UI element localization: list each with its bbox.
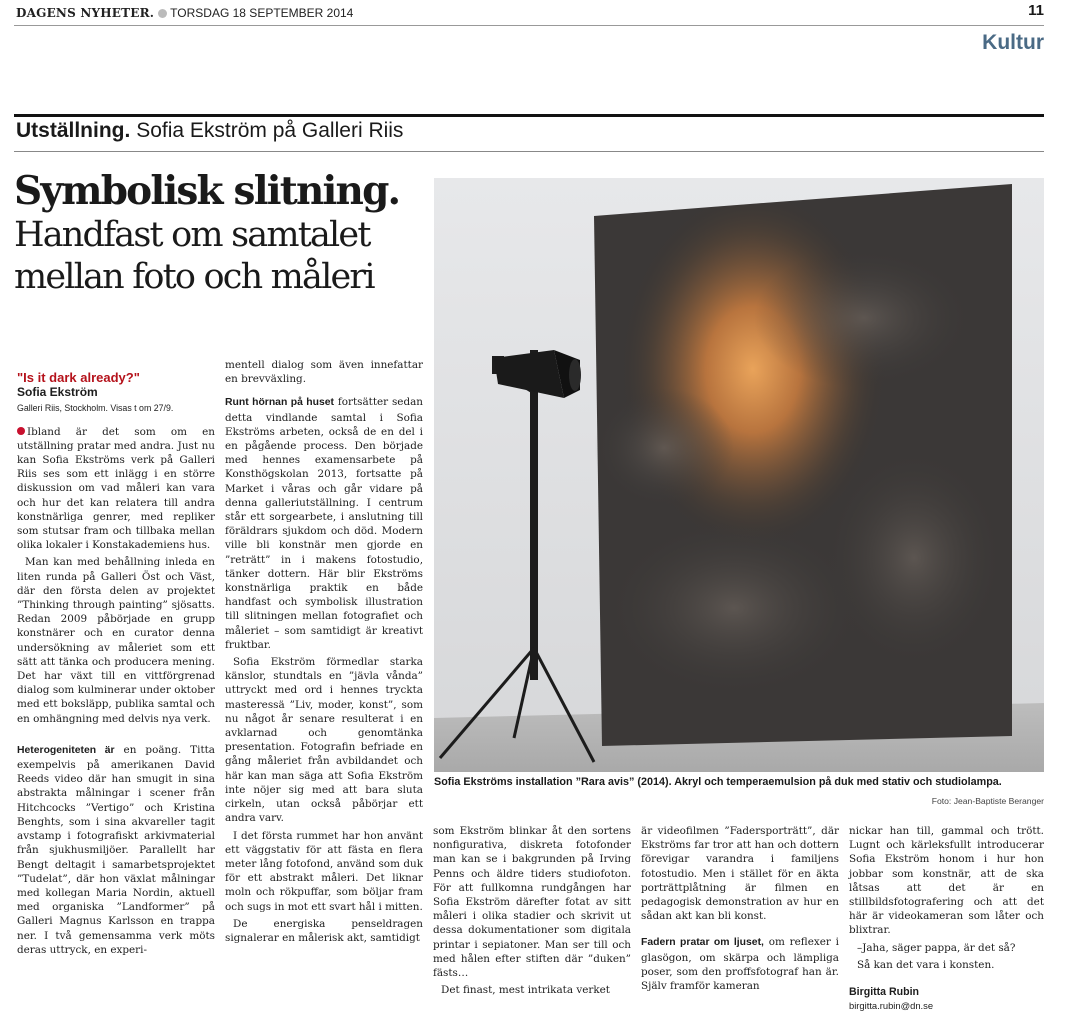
article-column-3: [433, 824, 631, 1000]
paragraph: Ibland är det som om en utställning pratar med andra. Just nu kan Sofia Ekströms verk på Galleri Riis ses som ett inlägg i en större diskussion om vad måleri kan vara och hur det kan relatera till andra konstnärliga genrer, med repliker som stutsar fram och tillbaka mellan olika lokaler i Konstakademiens hus.: [17, 425, 215, 552]
paragraph: –Jaha, säger pappa, är det så?: [857, 941, 1016, 954]
article-column-2: [225, 358, 423, 948]
section-label: Kultur: [982, 31, 1044, 54]
article-column-4: [641, 824, 839, 996]
kicker-top-rule: [14, 114, 1044, 117]
author-email[interactable]: birgitta.rubin@dn.se: [849, 1000, 934, 1012]
kicker-subject: Sofia Ekström på Galleri Riis: [136, 119, 404, 142]
headline-deck: Handfast om samtalet mellan foto och måleri: [14, 215, 374, 297]
kicker-label: Utställning.: [16, 119, 131, 142]
newspaper-name: DAGENS NYHETER.: [16, 6, 155, 20]
factbox-title: "Is it dark already?": [17, 370, 140, 385]
author-name: Birgitta Rubin: [849, 986, 920, 999]
photo-credit: Foto: Jean-Baptiste Beranger: [931, 796, 1044, 806]
paragraph: I det första rummet har hon använt ett väggstativ för att fästa en flera meter lång fotofond, använd som duk för ett abstrakt måleri. Det liknar moln och rökpuffar, som böljar fram och sugs in mot ett svart hål i mitten.: [225, 829, 423, 913]
installation-photo: [434, 178, 1044, 772]
page-number: 11: [1028, 2, 1044, 19]
paragraph: mentell dialog som även innefattar en brevväxling.: [225, 359, 423, 386]
article-start-dot-icon: [17, 427, 25, 435]
paragraph: är videofilmen ”Fadersporträtt”, där Ekströms far tror att han och dottern förevigar varandra i familjens fotostudio. Men i stället för en äkta porträttplåtning är filmen en pedagogisk demonstration av hur en sådan akt kan bli konst.: [641, 825, 839, 923]
top-divider: [14, 25, 1044, 26]
paragraph: Det finast, mest intrikata verket: [441, 984, 610, 997]
paragraph: nickar han till, gammal och trött. Lugnt och kärleksfullt introducerar Sofia Ekström honom i hur hon jobbar som konstnär, att de ska låtsas att det är en stillbildsfotografering och att det här är videokameran som låter och blixtrar.: [849, 825, 1044, 937]
kicker-bottom-rule: [14, 151, 1044, 152]
paragraph: De energiska penseldragen signalerar en målerisk akt, samtidigt: [225, 917, 423, 944]
subheading: Fadern pratar om ljuset,: [641, 937, 764, 949]
paragraph: Heterogeniteten är en poäng. Titta exempelvis på amerikanen David Reeds video där han smugit in sina abstrakta målningar i scener från Hitchcocks ”Vertigo” och Kristina Benghts, som i sina akvareller tagit avstamp i fotografiskt arkivmaterial från sjukhusmiljöer. Parallellt har Bengt deltagit i samarbetsprojektet ”Tudelat”, där hon växlat målningar med kollegan Maria Nordin, aktuell med organiska ”Landformer” på Galleri Magnus Karlsson en trappa ner. I två gemensamma verk möts deras uttryck, en experi-: [17, 743, 215, 956]
separator-dot-icon: [158, 9, 167, 18]
headline: Symbolisk slitning.: [14, 168, 400, 214]
issue-date: TORSDAG 18 SEPTEMBER 2014: [170, 6, 354, 20]
installation-photo-illustration: [434, 178, 1044, 772]
paragraph: Så kan det vara i konsten.: [857, 958, 995, 971]
paragraph: Runt hörnan på huset fortsätter sedan detta vindlande samtal i Sofia Ekströms arbeten, också de en del i en pågående process. Den började med hennes examensarbete på Konsthögskolan 2013, fortsatte på Market i våras och går vidare på denna galleriutställning. I centrum står ett sorgearbete, i anslutning till föräldrars sjukdom och död. Modern ville bli konstnär men gjorde en ”reträtt” in i makens fotostudio, tänker dottern. Här blir Ekströms konstnärliga praktik en både handfast och symbolisk illustration till slitningen mellan fotografiet och måleriet – som samtidigt är kreativt fruktbar.: [225, 396, 423, 651]
kicker: [16, 119, 403, 143]
paragraph: som Ekström blinkar åt den sortens nonfigurativa, diskreta fotofonder man kan se i bakgrunden på Irving Penns och äldre tiders studiofoton. För att fullkomna rundgången har Sofia Ekström därefter fotat av sitt måleri i olika stadier och skrivit ut dessa dokumentationer som digitala printar i sepiatoner. Man ser till och med hålen efter stiften där ”duken” fästs…: [433, 825, 631, 980]
factbox-artist: Sofia Ekström: [17, 385, 98, 400]
paragraph: Fadern pratar om ljuset, om reflexer i glasögon, om skärpa och lämpliga poser, som den proffsfotograf han är. Själv framför kameran: [641, 936, 839, 993]
photo-caption: Sofia Ekströms installation ”Rara avis” (2014). Akryl och temperaemulsion på duk med stativ och studiolampa.: [434, 776, 1002, 788]
article-column-5: [849, 824, 1044, 1013]
subheading: Runt hörnan på huset: [225, 397, 335, 409]
masthead: [16, 6, 353, 20]
factbox-meta: Galleri Riis, Stockholm. Visas t om 27/9.: [17, 403, 174, 414]
paragraph: Man kan med behållning inleda en liten runda på Galleri Öst och Väst, där den första delen av projektet ”Thinking through painting” sjösatts. Redan 2009 påbörjade en grupp konstnärer och en curator denna undersökning av måleriet som ett sätt att tänka och producera mening. Det har växt till en vittförgrenad dialog som kulminerar under oktober med ett boksläpp, publika samtal och en omhängning med delvis nya verk.: [17, 556, 215, 725]
subheading: Heterogeniteten är: [17, 744, 115, 756]
paragraph: Sofia Ekström förmedlar starka känslor, stundtals en ”jävla vånda” uttryckt med ord i hennes tryckta masteressä ”Liv, moder, konst”, som nu något år senare resulterat i en avklarnad och genomtänka presentation. Fotografin befriade en gång måleriet från avbildandet och här kan man säga att Sofia Ekström inte nöjer sig med att bara sluta cirkeln, utan också påbörjar ett andra varv.: [225, 656, 423, 825]
article-column-1: [17, 371, 215, 960]
